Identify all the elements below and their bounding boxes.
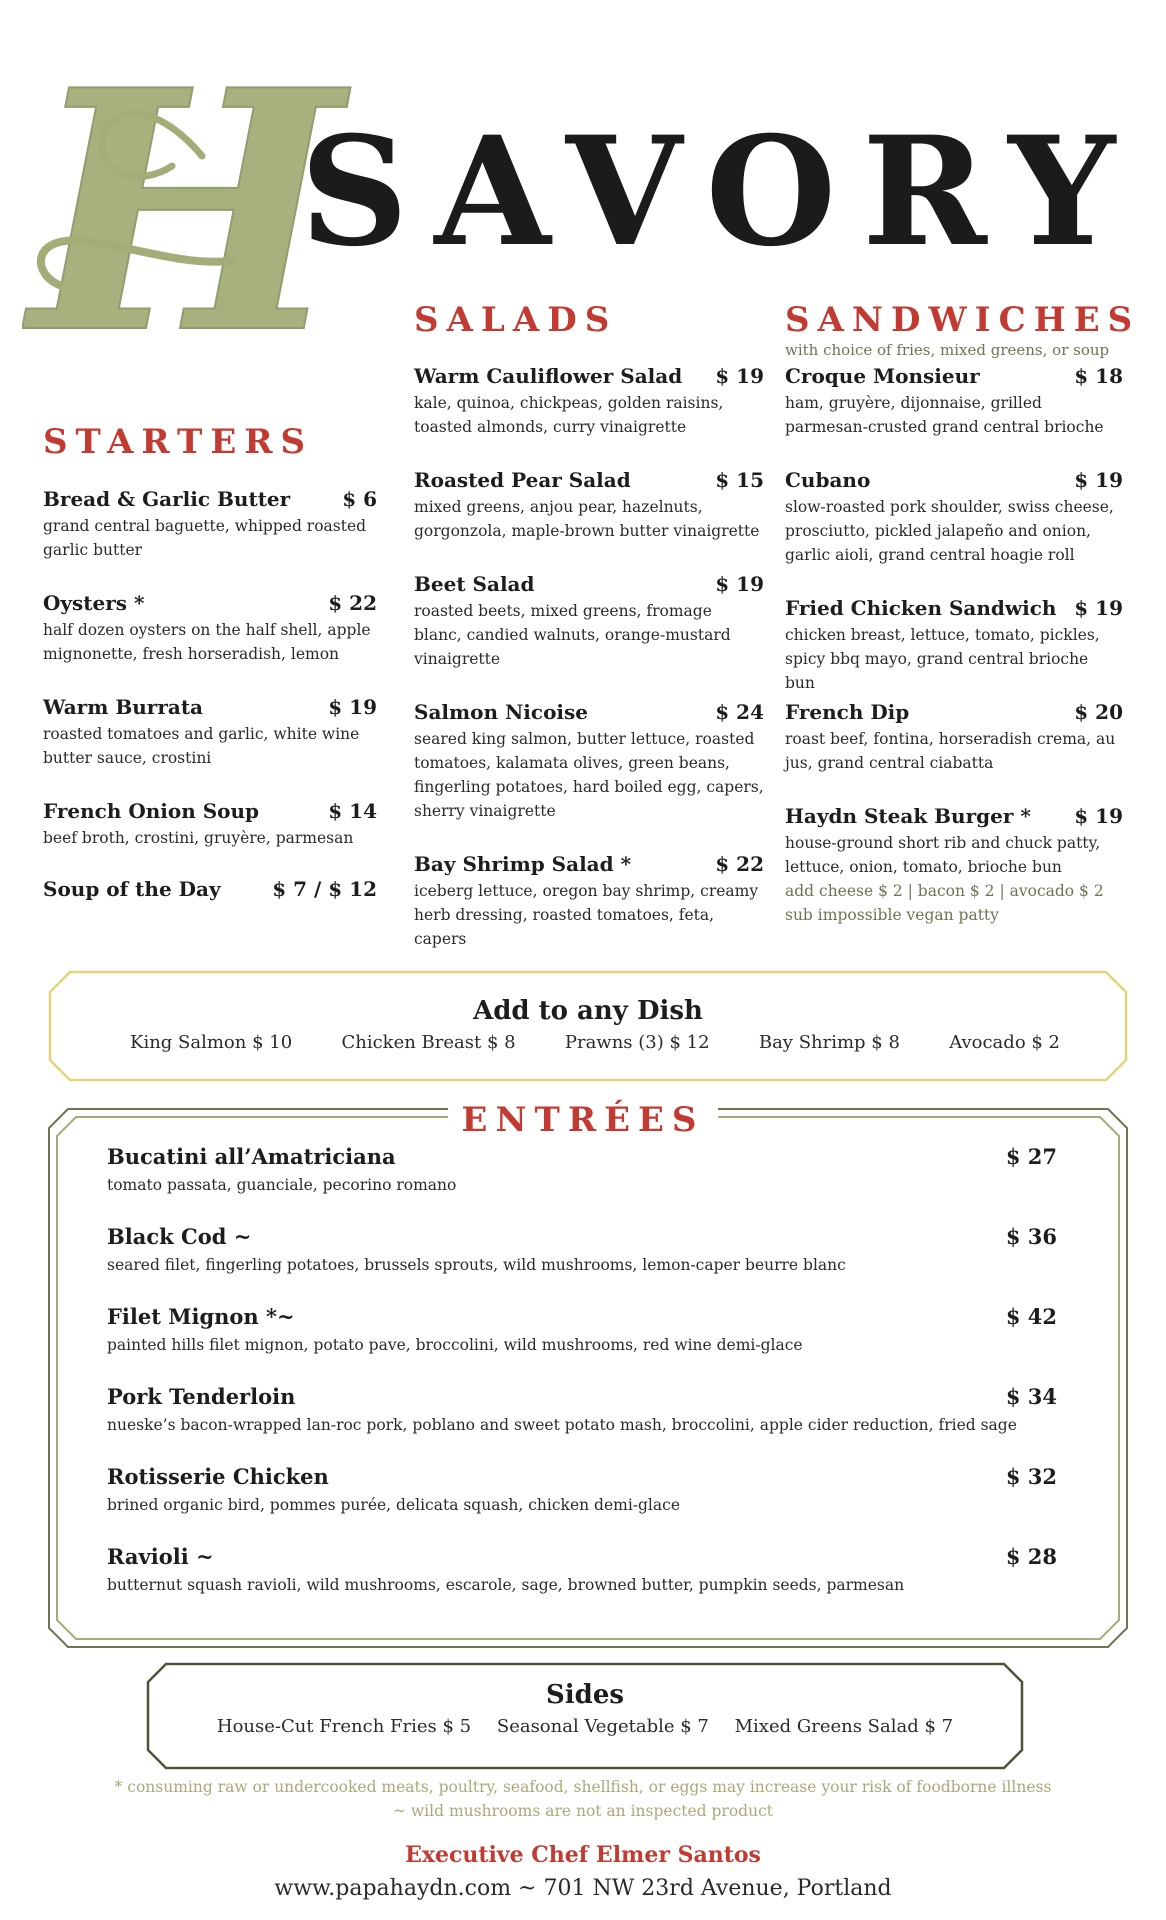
side-item: Seasonal Vegetable $ 7	[496, 1716, 709, 1737]
item-name: Oysters *	[43, 591, 145, 615]
item-price: $ 36	[1005, 1224, 1057, 1249]
menu-item	[414, 572, 764, 671]
starters-title: STARTERS	[43, 422, 314, 462]
menu-item	[414, 852, 764, 951]
raw-food-warning: * consuming raw or undercooked meats, poultry, seafood, shellfish, or eggs may increase your risk of foodborne illness	[114, 1778, 1052, 1796]
monogram-letter: H	[30, 36, 342, 356]
menu-item	[107, 1144, 1057, 1197]
item-desc: roast beef, fontina, horseradish crema, au jus, grand central ciabatta	[785, 730, 1116, 772]
menu-item	[43, 799, 377, 850]
item-desc: house-ground short rib and chuck patty, lettuce, onion, tomato, brioche bun	[785, 834, 1101, 876]
item-name: Rotisserie Chicken	[107, 1464, 329, 1489]
sandwiches-subtitle: with choice of fries, mixed greens, or soup	[785, 341, 1110, 359]
item-name: Soup of the Day	[43, 877, 221, 901]
item-name: Bucatini all’Amatriciana	[107, 1144, 396, 1169]
side-item: Mixed Greens Salad $ 7	[734, 1716, 954, 1737]
menu-item	[107, 1544, 1057, 1597]
addon-item: Chicken Breast $ 8	[341, 1032, 516, 1053]
item-addon-options: add cheese $ 2 | bacon $ 2 | avocado $ 2	[785, 882, 1104, 900]
menu-item	[785, 364, 1123, 439]
addon-item: Avocado $ 2	[949, 1032, 1060, 1053]
entrees-title: ENTRÉES	[448, 1098, 719, 1142]
item-desc: nueske’s bacon-wrapped lan-roc pork, poblano and sweet potato mash, broccolini, apple cider reduction, fried sage	[107, 1416, 1017, 1434]
item-desc: seared filet, fingerling potatoes, brussels sprouts, wild mushrooms, lemon-caper beurre blanc	[107, 1256, 846, 1274]
item-name: Bread & Garlic Butter	[43, 487, 291, 511]
item-name: French Onion Soup	[43, 799, 260, 823]
item-price: $ 22	[715, 852, 764, 876]
item-desc: half dozen oysters on the half shell, apple mignonette, fresh horseradish, lemon	[43, 621, 371, 663]
salads-title: SALADS	[414, 300, 618, 340]
menu-item	[43, 877, 377, 901]
menu-item	[107, 1224, 1057, 1277]
item-desc: grand central baguette, whipped roasted garlic butter	[43, 517, 367, 559]
menu-item	[414, 468, 764, 543]
item-name: Croque Monsieur	[785, 364, 980, 388]
item-desc: kale, quinoa, chickpeas, golden raisins, toasted almonds, curry vinaigrette	[414, 394, 724, 436]
item-price: $ 18	[1074, 364, 1123, 388]
addon-title: Add to any Dish	[473, 996, 703, 1026]
item-desc: iceberg lettuce, oregon bay shrimp, creamy herb dressing, roasted tomatoes, feta, capers	[414, 882, 759, 948]
item-name: Beet Salad	[414, 572, 535, 596]
item-name: Warm Burrata	[43, 695, 204, 719]
item-name: Salmon Nicoise	[414, 700, 588, 724]
item-price: $ 19	[715, 572, 764, 596]
menu-item	[414, 700, 764, 823]
item-desc: tomato passata, guanciale, pecorino romano	[107, 1176, 457, 1194]
item-price: $ 34	[1005, 1384, 1057, 1409]
item-name: Black Cod ~	[107, 1224, 252, 1249]
addon-list	[130, 1032, 1060, 1053]
menu-item	[414, 364, 764, 439]
menu-item	[107, 1304, 1057, 1357]
item-price: $ 19	[1074, 596, 1123, 620]
item-desc: ham, gruyère, dijonnaise, grilled parmesan-crusted grand central brioche	[785, 394, 1104, 436]
item-name: Cubano	[785, 468, 871, 492]
item-desc: seared king salmon, butter lettuce, roasted tomatoes, kalamata olives, green beans, fingerling potatoes, hard boiled egg, capers, sherry vinaigrette	[414, 730, 764, 820]
item-name: Roasted Pear Salad	[414, 468, 631, 492]
item-desc: slow-roasted pork shoulder, swiss cheese, prosciutto, pickled jalapeño and onion, garlic aioli, grand central hoagie roll	[785, 498, 1114, 564]
item-substitution: sub impossible vegan patty	[785, 906, 999, 924]
item-price: $ 19	[328, 695, 377, 719]
sides-list	[146, 1716, 1024, 1737]
item-name: Fried Chicken Sandwich	[785, 596, 1057, 620]
sides-title: Sides	[545, 1680, 624, 1710]
address-line: www.papahaydn.com ~ 701 NW 23rd Avenue, Portland	[274, 1876, 892, 1901]
menu-item	[785, 596, 1123, 695]
menu-item	[107, 1464, 1057, 1517]
item-desc: mixed greens, anjou pear, hazelnuts, gorgonzola, maple-brown butter vinaigrette	[414, 498, 760, 540]
item-price: $ 14	[328, 799, 377, 823]
menu-item	[43, 487, 377, 562]
item-name: Warm Cauliflower Salad	[414, 364, 683, 388]
item-price: $ 20	[1074, 700, 1123, 724]
restaurant-name: SAVORY	[300, 104, 1142, 280]
sandwiches-title: SANDWICHES	[785, 300, 1141, 340]
item-price: $ 19	[715, 364, 764, 388]
menu-item	[785, 804, 1123, 927]
side-item: House-Cut French Fries $ 5	[216, 1716, 472, 1737]
item-price: $ 28	[1005, 1544, 1057, 1569]
item-price: $ 7 / $ 12	[272, 877, 377, 901]
item-price: $ 19	[1074, 804, 1123, 828]
menu-item	[785, 468, 1123, 567]
item-name: Ravioli ~	[107, 1544, 214, 1569]
item-name: Haydn Steak Burger *	[785, 804, 1031, 828]
entrees-title-wrap	[0, 1098, 1166, 1142]
item-name: Pork Tenderloin	[107, 1384, 296, 1409]
item-desc: painted hills filet mignon, potato pave, broccolini, wild mushrooms, red wine demi-glace	[107, 1336, 803, 1354]
item-price: $ 42	[1005, 1304, 1057, 1329]
menu-item	[43, 591, 377, 666]
chef-credit: Executive Chef Elmer Santos	[405, 1842, 761, 1868]
addon-frame	[48, 970, 1128, 1082]
item-price: $ 19	[1074, 468, 1123, 492]
item-price: $ 22	[328, 591, 377, 615]
addon-item: Bay Shrimp $ 8	[758, 1032, 900, 1053]
item-desc: beef broth, crostini, gruyère, parmesan	[43, 829, 354, 847]
item-price: $ 6	[342, 487, 377, 511]
item-desc: butternut squash ravioli, wild mushrooms, escarole, sage, browned butter, pumpkin seeds, parmesan	[107, 1576, 905, 1594]
item-name: Bay Shrimp Salad *	[414, 852, 632, 876]
menu-item	[107, 1384, 1057, 1437]
item-price: $ 15	[715, 468, 764, 492]
item-name: Filet Mignon *~	[107, 1304, 295, 1329]
addon-item: King Salmon $ 10	[130, 1032, 293, 1053]
mushroom-note: ~ wild mushrooms are not an inspected product	[393, 1802, 773, 1820]
item-desc: roasted tomatoes and garlic, white wine butter sauce, crostini	[43, 725, 360, 767]
item-price: $ 32	[1005, 1464, 1057, 1489]
item-desc: roasted beets, mixed greens, fromage blanc, candied walnuts, orange-mustard vinaigrette	[414, 602, 731, 668]
item-price: $ 27	[1005, 1144, 1057, 1169]
item-name: French Dip	[785, 700, 910, 724]
menu-item	[785, 700, 1123, 775]
item-desc: brined organic bird, pommes purée, delicata squash, chicken demi-glace	[107, 1496, 680, 1514]
menu-item	[43, 695, 377, 770]
item-desc: chicken breast, lettuce, tomato, pickles, spicy bbq mayo, grand central brioche bun	[785, 626, 1100, 692]
item-price: $ 24	[715, 700, 764, 724]
addon-item: Prawns (3) $ 12	[564, 1032, 710, 1053]
